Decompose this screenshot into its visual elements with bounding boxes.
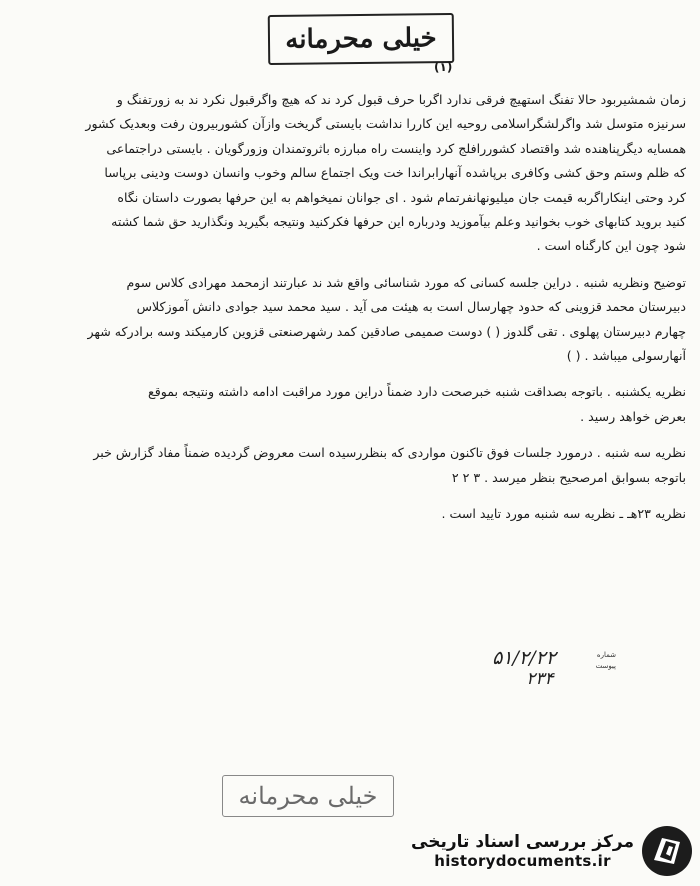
page-number: (۱): [434, 60, 453, 74]
text-line: همسایه دیگرپناهنده شد واقتصاد کشوررافلج کرد واینست راه مبارزه باثروتمندان وزورگویان . بایستی دراجتماعی: [106, 140, 686, 156]
footer-url: historydocuments.ir: [434, 852, 611, 870]
paragraph-gap: [14, 490, 686, 502]
top-confidential-stamp: [268, 13, 455, 65]
footer-title: مرکز بررسی اسناد تاریخی: [411, 832, 634, 852]
text-line: زمان شمشیربود حالا تفنگ استهیچ فرقی ندارد اگربا حرف قبول کرد ند که هیچ واگرقبول نکرد ند به زورتفنگ و: [116, 92, 686, 107]
handwritten-number-text: ۲۳۴: [526, 669, 554, 688]
footer-watermark: [411, 824, 694, 878]
text-line: کنید بروید کتابهای خوب بخوانید وعلم بیآموزید ودرباره این حرفها فکرکنید ونتیجه بگیرید ونگذارید حق شما کشته: [111, 214, 686, 230]
text-line: سرنیزه متوسل شد واگرلشگراسلامی روحیه این کاررا نداشت بایستی گریخت وازآن کشوربیرون رفت وبعدیک کشور: [85, 116, 686, 132]
text-line: آنهارسولی میباشد . ( ): [566, 348, 686, 364]
text-line: شود چون این کارگناه است .: [536, 238, 686, 254]
bottom-confidential-stamp: [222, 775, 394, 817]
document-logo-icon: [640, 824, 694, 878]
text-line: که ظلم وستم وحق کشی وکافری برپاشده آنهارابراندا خت ویک اجتماع سالم وخوب وانسان دوست ودینی برپاسا: [104, 165, 686, 181]
text-line: کرد وحتی اینکاراگربه قیمت جان میلیونهانفرتمام شود . ای جوانان نمیخواهم به این حرفها بصورت داستان نگاه: [117, 189, 686, 205]
paragraph-gap: [14, 368, 686, 380]
paragraph: [14, 502, 686, 526]
text-line: نظریه ۲۳هـ ـ نظریه سه شنبه مورد تایید است .: [441, 506, 686, 522]
text-line: نظریه یکشنبه . باتوجه بصداقت شنبه خبرصحت دارد ضمناً دراین مورد مراقبت ادامه داشته ونتیجه بموقع: [148, 384, 686, 400]
paragraph: [14, 271, 686, 369]
reference-stamp-line1: شماره: [596, 651, 616, 659]
text-line: بعرض خواهد رسید .: [580, 408, 686, 424]
paragraph: [14, 380, 686, 429]
text-line: چهارم دبیرستان پهلوی . تقی گلدوز ( ) دوست صمیمی صادقین کمد رشهرصنعتی قزوین کارمیکند وسه برادرکه شهر: [87, 323, 686, 339]
text-line: نظریه سه شنبه . درمورد جلسات فوق تاکنون مواردی که بنظررسیده است معروض گردیده ضمناً مفاد گزارش خبر: [93, 445, 686, 461]
handwritten-date-note: [454, 646, 594, 688]
paragraph-gap: [14, 429, 686, 441]
reference-stamp-line2: پیوست: [595, 662, 616, 670]
paragraph: [14, 88, 686, 259]
handwritten-date-text: ۵۱/۲/۲۲: [492, 647, 556, 669]
paragraph-gap: [14, 259, 686, 271]
text-line: باتوجه بسوابق امرصحیح بنظر میرسد . ۳ ۲ ۲: [451, 469, 686, 485]
text-line: دبیرستان محمد قزوینی که حدود چهارسال است به هیئت می آید . سید محمد سید جوادی دانش آموزکلاس: [136, 299, 686, 315]
text-line: توضیح ونظریه شنبه . دراین جلسه کسانی که مورد شناسائی واقع شد ند عبارتند ازمحمد مهرادی کلاس سوم: [126, 274, 686, 290]
document-body: [14, 88, 686, 527]
bottom-stamp-text: خیلی محرمانه: [238, 782, 378, 810]
paragraph: [14, 441, 686, 490]
top-stamp-text: خیلی محرمانه: [285, 23, 437, 55]
